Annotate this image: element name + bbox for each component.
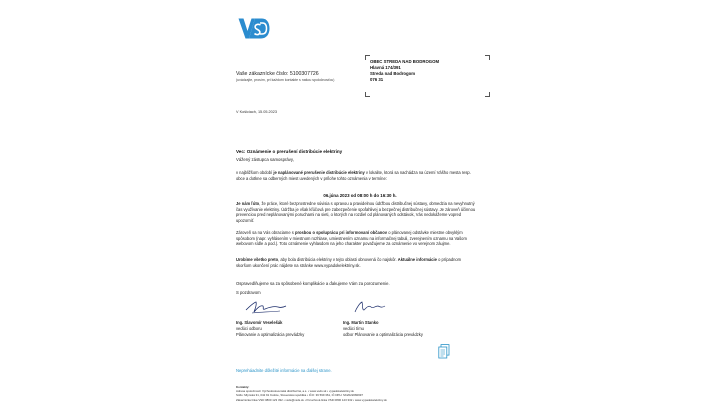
- vsd-logo: [238, 18, 270, 39]
- outage-date: 06.júna 2023 od 08:00 h do 16:30 h.: [323, 193, 397, 198]
- signature-left: [244, 298, 288, 316]
- address-line: Hlavná 174/391: [370, 65, 401, 70]
- signatory-right-department: odbor Plánovanie a optimalizácia prevádzky: [343, 331, 423, 337]
- document-icon: [438, 344, 450, 359]
- footer-line: Adresa spoločnosti: Východoslovenská distribučná, a.s. • www.vsds.sk • vypadokelektriny.sk: [236, 389, 354, 394]
- address-line: Streda nad Bodrogom: [370, 71, 416, 76]
- signatory-left: [236, 320, 304, 337]
- footer-contacts: [236, 385, 496, 402]
- address-line: OBEC STREDA NAD BODROGOM: [370, 59, 440, 64]
- apology: Ospravedlňujeme sa za spôsobené komplikácie a ďakujeme Vám za porozumenie.: [236, 281, 390, 286]
- signature-right: [352, 298, 388, 316]
- signatory-left-department: Plánovanie a optimalizácia prevádzky: [236, 331, 305, 337]
- regards: S pozdravom: [236, 290, 261, 295]
- footer-line: Zákaznícka linka VSD 0800 123 332 • vsds@vsds.sk • Poruchová linka VSD 0800 123 332 • www.vypadokelektriny.sk: [236, 397, 387, 402]
- paragraph-cooperation: Zároveň sa na Vás obraciame s prosbou o spoluprácu pri informovaní občanov o plánovanej odstávke miestne obvyklým spôsobom (napr. vyhlásením v miestnom rozhlase, umiestnením oznamu na informačnej tabuli, zverejnením oznamu na Vašom webovom sídle a pod.). Toto oznámenie vyhlasdom na jeho charakter považujeme za oznámenie vo verejnom záujme.: [236, 230, 467, 247]
- signatory-right-title: vedúci tímu: [343, 325, 364, 331]
- letter-subject: Vec: Oznámenie o prerušení distribúcie elektriny: [236, 149, 343, 154]
- footer-line: Sídlo: Mlynská 31, 042 91 Košice, Slovenská republika • IČO: 36 599 361, IČ DPH: SK2022082997: [236, 393, 363, 398]
- signatory-right-name: Ing. Martin Stanko: [343, 320, 379, 325]
- recipient-address: [365, 55, 490, 97]
- footer-title: Kontakty:: [236, 385, 250, 389]
- paragraph-intro: v najbližšom období je naplánované prerušenie distribúcie elektriny v lokalite, ktorá sa nachádza na území Vášho mesta resp. obce a dotkne sa odberných miest uvedených v prílohe tohto oznámenia v termíne:: [236, 170, 471, 181]
- signatory-left-title: vedúci odboru: [236, 325, 262, 331]
- greeting: Vážený zástupca samosprávy,: [236, 157, 294, 162]
- paragraph-restore: Urobíme všetko preto, aby bola distribúcia elektriny v tejto oblasti obnovená čo najskôr. Aktuálne informácie o prípadnom skoršom ukončení prác nájdete na stránke www.vypadokelektriny.sk.: [236, 257, 462, 268]
- next-page-note: Nepreháadnite dôležité informácie na ďalšej strane.: [236, 368, 332, 373]
- customer-number: Vaše zákaznícke číslo: 5100307726: [236, 71, 319, 77]
- place-date: V Košiciach, 15.05.2023: [236, 110, 277, 114]
- address-line: 076 31: [370, 77, 384, 82]
- customer-number-note: (uvádzajte, prosím, pri každom kontakte s našou spoločnosťou): [236, 77, 335, 82]
- paragraph-reason: Je nám ľúto, že práce, ktoré bezprostredne súvisia s opravou a pravidelnou údržbou distribučnej sústavy, obmedzia na nevyhnutný čas využívanie elektriny. Údržba je však kľúčová pre zabezpečenie spoľahlivej a bezpečnej distribučnej sústavy. Je zároveň účinnou prevenciou pred neplánovanými poruchami na sieti, o ktorých na rozdiel od plánovaných odstávok, Vás nedokážeme vopred upozorniť.: [236, 201, 476, 224]
- signatory-right: [343, 320, 423, 337]
- signatory-left-name: Ing. Slavomír Veselešák: [236, 320, 283, 325]
